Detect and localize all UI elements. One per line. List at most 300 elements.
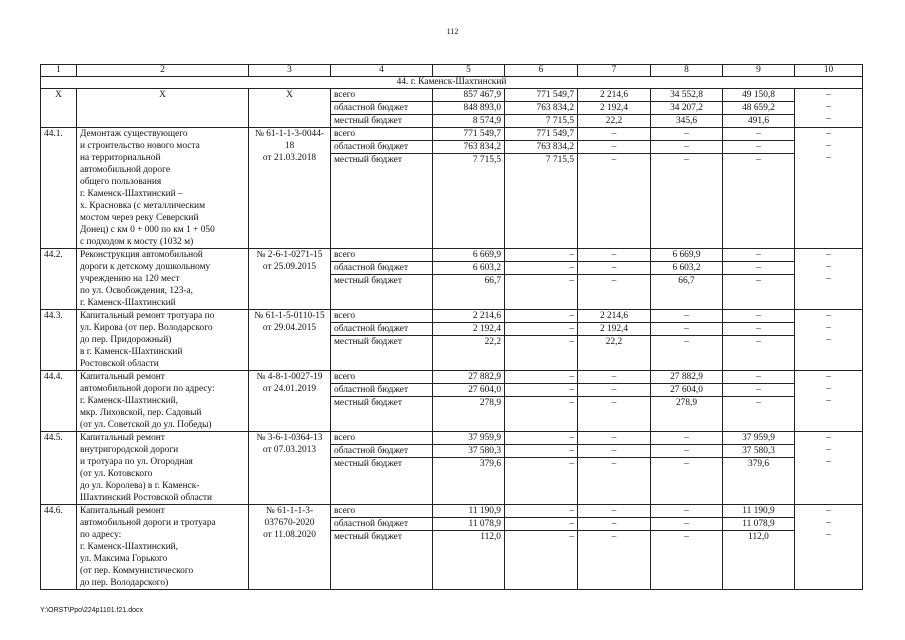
amount-value: 6 603,2: [433, 262, 504, 275]
item-document-line: № 4-8-1-0027-19: [256, 372, 323, 382]
amount-value: –: [505, 323, 577, 336]
value-cell-v7: [578, 249, 651, 310]
item-description-cell: [77, 505, 249, 590]
amount-value: 763 834,2: [505, 102, 577, 115]
amount-value: –: [578, 141, 650, 154]
summary-marker: Х: [159, 90, 166, 100]
amount-value: 37 959,9: [433, 432, 504, 445]
amount-value: –: [723, 371, 794, 384]
amount-value: –: [826, 274, 831, 284]
budget-source-label: местный бюджет: [334, 276, 402, 286]
item-document-line: от 24.01.2019: [262, 384, 317, 394]
value-cell-v5: [433, 310, 505, 371]
amount-value: 11 190,9: [433, 505, 504, 518]
item-document-line: № 61-1-1-3-: [265, 506, 314, 516]
value-cell-v7: [578, 89, 651, 128]
amount-value: –: [826, 114, 831, 124]
amount-value: –: [756, 337, 761, 347]
amount-value: 278,9: [675, 398, 698, 408]
item-description-line: ул. Кирова (от пер. Володарского: [80, 323, 213, 333]
amount-value: –: [578, 249, 650, 262]
value-cell-v7: [578, 505, 651, 590]
item-description-line: до пер. Придорожный): [80, 335, 172, 345]
budget-source-label: областной бюджет: [331, 323, 432, 336]
item-description-line: общего пользования: [80, 177, 162, 187]
item-description-cell: [77, 128, 249, 249]
item-description-line: (от ул. Котовского: [80, 469, 153, 479]
budget-source-label: местный бюджет: [334, 116, 402, 126]
amount-value: –: [505, 384, 577, 397]
budget-source-label: всего: [331, 371, 432, 384]
amount-value: 771 549,7: [505, 128, 577, 141]
amount-value: –: [684, 155, 689, 165]
amount-value: –: [826, 530, 831, 540]
value-cell-v5: [433, 371, 505, 432]
value-cell-v6: [505, 249, 578, 310]
amount-value: 2 192,4: [578, 323, 650, 336]
amount-value: 2 192,4: [433, 323, 504, 336]
budget-source-label: областной бюджет: [331, 102, 432, 115]
item-description-line: с подходом к мосту (1032 м): [80, 237, 194, 247]
amount-value: 11 190,9: [723, 505, 794, 518]
item-description-line: г. Каменск-Шахтинский,: [80, 542, 179, 552]
item-document-cell: [249, 310, 331, 371]
amount-value: –: [505, 505, 577, 518]
amount-value: –: [723, 262, 794, 275]
amount-value: –: [651, 505, 722, 518]
amount-value: 6 669,9: [433, 249, 504, 262]
value-cell-v6: [505, 128, 578, 249]
amount-value: 2 214,6: [578, 89, 650, 102]
header-cell: 10: [795, 65, 863, 77]
amount-value: –: [756, 155, 761, 165]
item-description-line: автомобильной дороги по адресу:: [80, 384, 215, 394]
budget-source-label: областной бюджет: [331, 384, 432, 397]
amount-value: –: [651, 432, 722, 445]
item-description-line: до ул. Королева) в г. Каменск-: [80, 481, 200, 491]
value-cell-v9: [723, 310, 795, 371]
amount-value: –: [826, 433, 831, 443]
amount-value: 22,2: [605, 337, 623, 347]
item-description-line: дороги к детскому дошкольному: [80, 262, 211, 272]
amount-value: 34 207,2: [651, 102, 722, 115]
amount-value: –: [578, 518, 650, 531]
summary-marker: Х: [286, 90, 293, 100]
amount-value: –: [505, 249, 577, 262]
amount-value: –: [578, 445, 650, 458]
amount-value: 27 604,0: [651, 384, 722, 397]
item-description-line: Капитальный ремонт: [80, 506, 165, 516]
amount-value: –: [611, 532, 617, 542]
table-row: [41, 128, 863, 249]
header-cell: 1: [41, 65, 77, 77]
item-document-line: № 61-1-1-3-0044-: [254, 129, 325, 139]
item-description-line: автомобильной дороги и тротуара: [80, 518, 216, 528]
amount-value: –: [826, 335, 831, 345]
item-number: 44.4.: [44, 372, 63, 382]
amount-value: –: [611, 398, 617, 408]
amount-value: 8 574,9: [472, 116, 501, 126]
amount-value: –: [826, 323, 831, 333]
amount-value: 6 669,9: [651, 249, 722, 262]
value-cell-v6: [505, 89, 578, 128]
amount-value: 112,0: [748, 532, 769, 542]
amount-value: 27 882,9: [651, 371, 722, 384]
budget-source-cell: [331, 310, 433, 371]
amount-value: –: [723, 141, 794, 154]
item-description-line: Ростовской области: [80, 359, 159, 369]
amount-value: 7 715,5: [545, 116, 574, 126]
value-cell-v7: [578, 432, 651, 505]
item-description-line: учреждению на 120 мест: [80, 274, 180, 284]
budget-source-label: местный бюджет: [334, 337, 402, 347]
item-description-line: по ул. Освобождения, 123-а,: [80, 286, 194, 296]
amount-value: –: [651, 323, 722, 336]
item-document-cell: [249, 432, 331, 505]
item-document-line: № 3-6-1-0364-13: [256, 433, 323, 443]
budget-source-label: областной бюджет: [331, 518, 432, 531]
value-cell-v5: [433, 432, 505, 505]
amount-value: 771 549,7: [505, 89, 577, 102]
amount-value: –: [611, 276, 617, 286]
amount-value: –: [505, 371, 577, 384]
amount-value: –: [684, 337, 689, 347]
amount-value: 491,6: [747, 116, 770, 126]
header-cell: 7: [578, 65, 651, 77]
item-document-cell: [249, 128, 331, 249]
budget-source-label: всего: [331, 128, 432, 141]
amount-value: –: [578, 128, 650, 141]
item-description-line: и тротуара по ул. Огородная: [80, 457, 193, 467]
amount-value: –: [684, 459, 689, 469]
item-description-line: в г. Каменск-Шахтинский: [80, 347, 183, 357]
item-description-line: по адресу:: [80, 530, 122, 540]
amount-value: –: [826, 396, 831, 406]
budget-source-cell: [331, 128, 433, 249]
amount-value: 379,6: [747, 459, 770, 469]
item-description-line: на территориальной: [80, 153, 161, 163]
amount-value: –: [826, 457, 831, 467]
amount-value: –: [651, 310, 722, 323]
amount-value: –: [569, 337, 574, 347]
item-description-cell: [77, 371, 249, 432]
value-cell-v8: [651, 505, 723, 590]
amount-value: 37 959,9: [723, 432, 794, 445]
value-cell-v9: [723, 371, 795, 432]
amount-value: –: [826, 129, 831, 139]
item-description-line: Шахтинский Ростовской области: [80, 493, 213, 503]
header-cell: 5: [433, 65, 505, 77]
item-description-line: Капитальный ремонт тротуара по: [80, 311, 215, 321]
budget-source-label: местный бюджет: [334, 155, 402, 165]
amount-value: –: [651, 445, 722, 458]
item-description-line: Донец) с км 0 + 000 по км 1 + 050: [80, 225, 215, 235]
city-title-row: [41, 77, 863, 89]
budget-source-cell: [331, 249, 433, 310]
budget-source-cell: [331, 505, 433, 590]
city-title: 44. г. Каменск-Шахтинский: [41, 77, 863, 89]
amount-value: –: [569, 398, 574, 408]
value-cell-v6: [505, 310, 578, 371]
value-cell-v8: [651, 432, 723, 505]
budget-source-label: областной бюджет: [331, 262, 432, 275]
amount-value: 379,6: [479, 459, 501, 469]
amount-value: –: [756, 398, 761, 408]
value-cell-v8: [651, 128, 723, 249]
amount-value: 763 834,2: [505, 141, 577, 154]
amount-value: 848 893,0: [433, 102, 504, 115]
amount-value: 66,7: [678, 276, 695, 286]
summary-marker-cell: [41, 89, 77, 128]
header-cell: 3: [249, 65, 331, 77]
amount-value: –: [578, 384, 650, 397]
item-description-line: (от пер. Коммунистического: [80, 566, 194, 576]
value-cell-v10: [795, 310, 863, 371]
amount-value: 112,0: [480, 532, 501, 542]
item-description-line: мкр. Лиховской, пер. Садовый: [80, 408, 202, 418]
amount-value: –: [723, 323, 794, 336]
amount-value: –: [611, 155, 617, 165]
amount-value: –: [723, 384, 794, 397]
amount-value: 48 659,2: [723, 102, 794, 115]
budget-source-label: областной бюджет: [331, 141, 432, 154]
amount-value: –: [651, 518, 722, 531]
value-cell-v10: [795, 128, 863, 249]
amount-value: –: [723, 310, 794, 323]
item-document-cell: [249, 249, 331, 310]
amount-value: –: [723, 249, 794, 262]
item-description-line: ул. Максима Горького: [80, 554, 168, 564]
budget-source-label: всего: [331, 310, 432, 323]
summary-row: [41, 89, 863, 128]
value-cell-v9: [723, 505, 795, 590]
item-document-line: от 07.03.2013: [262, 445, 317, 455]
value-cell-v6: [505, 432, 578, 505]
budget-source-label: всего: [331, 89, 432, 102]
value-cell-v8: [651, 249, 723, 310]
budget-source-cell: [331, 432, 433, 505]
summary-marker: Х: [55, 90, 62, 100]
amount-value: –: [826, 90, 831, 100]
amount-value: –: [578, 505, 650, 518]
amount-value: –: [826, 250, 831, 260]
amount-value: 857 467,9: [433, 89, 504, 102]
amount-value: –: [578, 262, 650, 275]
item-number-cell: [41, 249, 77, 310]
header-cell: 8: [651, 65, 723, 77]
amount-value: 763 834,2: [433, 141, 504, 154]
amount-value: 11 078,9: [433, 518, 504, 531]
item-description-cell: [77, 432, 249, 505]
item-description-line: Капитальный ремонт: [80, 433, 165, 443]
item-number-cell: [41, 128, 77, 249]
item-document-cell: [249, 371, 331, 432]
value-cell-v7: [578, 310, 651, 371]
item-document-line: от 29.04.2015: [262, 323, 317, 333]
item-number: 44.2.: [44, 250, 63, 260]
item-number-cell: [41, 310, 77, 371]
item-document-line: 18: [284, 141, 295, 151]
amount-value: –: [723, 128, 794, 141]
budget-source-label: областной бюджет: [331, 445, 432, 458]
amount-value: 6 603,2: [651, 262, 722, 275]
value-cell-v8: [651, 310, 723, 371]
item-number-cell: [41, 505, 77, 590]
table-row: [41, 371, 863, 432]
amount-value: –: [826, 141, 831, 151]
amount-value: 34 552,8: [651, 89, 722, 102]
amount-value: –: [826, 311, 831, 321]
amount-value: –: [826, 384, 831, 394]
footer-file-path: Y:\ORST\Ppo\224p1101.f21.docx: [40, 607, 143, 614]
header-cell: 2: [77, 65, 249, 77]
budget-source-cell: [331, 371, 433, 432]
value-cell-v5: [433, 249, 505, 310]
amount-value: 771 549,7: [433, 128, 504, 141]
value-cell-v10: [795, 89, 863, 128]
header-cell: 9: [723, 65, 795, 77]
amount-value: –: [578, 432, 650, 445]
budget-source-label: местный бюджет: [334, 459, 402, 469]
item-document-line: № 61-1-5-0110-15: [254, 311, 325, 321]
amount-value: –: [505, 432, 577, 445]
budget-source-label: местный бюджет: [334, 398, 402, 408]
header-cell: 4: [331, 65, 433, 77]
amount-value: 22,2: [605, 116, 623, 126]
item-document-line: от 21.03.2018: [262, 153, 317, 163]
item-number-cell: [41, 432, 77, 505]
amount-value: –: [684, 532, 689, 542]
item-description-line: (от ул. Советской до ул. Победы): [80, 420, 212, 430]
amount-value: –: [505, 445, 577, 458]
value-cell-v10: [795, 432, 863, 505]
amount-value: –: [569, 532, 574, 542]
value-cell-v10: [795, 505, 863, 590]
amount-value: –: [611, 459, 617, 469]
budget-source-label: всего: [331, 505, 432, 518]
amount-value: 11 078,9: [723, 518, 794, 531]
amount-value: –: [826, 153, 831, 163]
budget-source-cell: [331, 89, 433, 128]
item-description-line: х. Красновка (с металлическим: [80, 201, 206, 211]
header-row: [41, 65, 863, 77]
amount-value: –: [505, 310, 577, 323]
amount-value: –: [578, 371, 650, 384]
amount-value: 22,2: [484, 337, 501, 347]
item-document-line: от 11.08.2020: [263, 530, 316, 540]
item-description-line: до пер. Володарского): [80, 578, 169, 588]
item-number: 44.1.: [44, 129, 63, 139]
amount-value: 2 214,6: [433, 310, 504, 323]
item-document-line: от 25.09.2015: [262, 262, 317, 272]
amount-value: –: [826, 262, 831, 272]
value-cell-v10: [795, 249, 863, 310]
amount-value: 27 604,0: [433, 384, 504, 397]
value-cell-v5: [433, 505, 505, 590]
amount-value: –: [651, 128, 722, 141]
item-number: 44.3.: [44, 311, 63, 321]
value-cell-v8: [651, 371, 723, 432]
table-row: [41, 432, 863, 505]
value-cell-v7: [578, 371, 651, 432]
amount-value: 37 580,3: [433, 445, 504, 458]
amount-value: 2 214,6: [578, 310, 650, 323]
value-cell-v7: [578, 128, 651, 249]
item-description-cell: [77, 310, 249, 371]
amount-value: 66,7: [484, 276, 501, 286]
budget-table: [40, 64, 863, 590]
summary-marker-cell: [249, 89, 331, 128]
amount-value: –: [756, 276, 761, 286]
amount-value: –: [569, 276, 574, 286]
item-document-line: № 2-6-1-0271-15: [256, 250, 323, 260]
amount-value: –: [651, 141, 722, 154]
amount-value: 345,6: [675, 116, 698, 126]
item-description-line: мостом через реку Северский: [80, 213, 199, 223]
amount-value: 37 580,3: [723, 445, 794, 458]
amount-value: –: [569, 459, 574, 469]
page-number: 112: [446, 27, 459, 36]
item-description-line: внутригородской дороги: [80, 445, 179, 455]
header-cell: 6: [505, 65, 578, 77]
amount-value: –: [826, 102, 831, 112]
amount-value: 278,9: [479, 398, 501, 408]
amount-value: 49 150,8: [723, 89, 794, 102]
amount-value: –: [826, 518, 831, 528]
value-cell-v5: [433, 128, 505, 249]
item-description-line: Демонтаж существующего: [80, 129, 188, 139]
item-number: 44.6.: [44, 506, 63, 516]
value-cell-v5: [433, 89, 505, 128]
amount-value: –: [826, 372, 831, 382]
amount-value: –: [505, 518, 577, 531]
value-cell-v9: [723, 432, 795, 505]
item-description-cell: [77, 249, 249, 310]
amount-value: 2 192,4: [578, 102, 650, 115]
amount-value: –: [826, 445, 831, 455]
value-cell-v10: [795, 371, 863, 432]
item-description-line: автомобильной дороге: [80, 165, 170, 175]
amount-value: 7 715,5: [545, 155, 574, 165]
value-cell-v9: [723, 128, 795, 249]
table-row: [41, 310, 863, 371]
value-cell-v8: [651, 89, 723, 128]
item-description-line: г. Каменск-Шахтинский –: [80, 189, 183, 199]
item-description-line: г. Каменск-Шахтинский: [80, 298, 176, 308]
table-row: [41, 505, 863, 590]
amount-value: 7 715,5: [472, 155, 501, 165]
budget-source-label: всего: [331, 432, 432, 445]
table-row: [41, 249, 863, 310]
budget-source-label: всего: [331, 249, 432, 262]
value-cell-v6: [505, 371, 578, 432]
item-description-line: г. Каменск-Шахтинский,: [80, 396, 179, 406]
value-cell-v6: [505, 505, 578, 590]
item-description-line: Капитальный ремонт: [80, 372, 165, 382]
item-document-line: 037670-2020: [264, 518, 315, 528]
value-cell-v9: [723, 249, 795, 310]
amount-value: –: [505, 262, 577, 275]
item-description-line: Реконструкция автомобильной: [80, 250, 203, 260]
summary-marker-cell: [77, 89, 249, 128]
item-number: 44.5.: [44, 433, 63, 443]
item-description-line: и строительство нового моста: [80, 141, 200, 151]
amount-value: –: [826, 506, 831, 516]
value-cell-v9: [723, 89, 795, 128]
item-number-cell: [41, 371, 77, 432]
item-document-cell: [249, 505, 331, 590]
budget-source-label: местный бюджет: [334, 532, 402, 542]
